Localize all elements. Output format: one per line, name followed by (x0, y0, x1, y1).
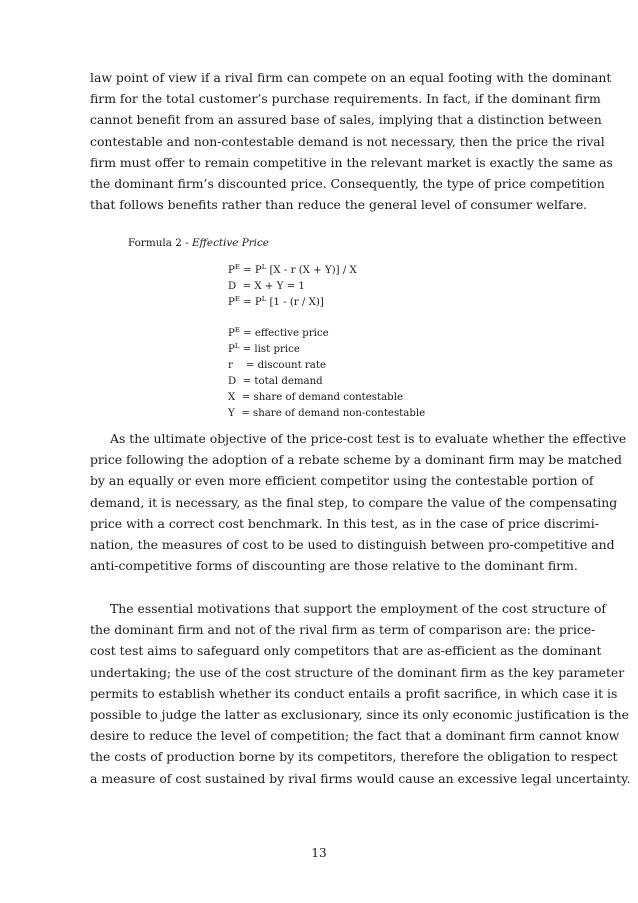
text-line: the dominant firm’s discounted price. Consequently, the type of price competition (90, 176, 605, 192)
legend-row (228, 390, 403, 403)
legend-symbol: D (228, 376, 237, 387)
eq-lhs: P (228, 265, 235, 276)
legend-symbol: X (228, 392, 236, 403)
equation-row (228, 279, 305, 292)
text-line: firm for the total customer’s purchase requirements. In fact, if the dominant firm (90, 91, 601, 107)
text-line: price following the adoption of a rebate scheme by a dominant firm may be matched (90, 452, 622, 468)
text-line: the costs of production borne by its competitors, therefore the obligation to respect (90, 749, 618, 765)
eq-rhs-sup: L (261, 263, 267, 271)
legend-definition: = list price (239, 344, 300, 355)
text-line: possible to judge the latter as exclusionary, since its only economic justification is the (90, 707, 629, 723)
legend-symbol-sup: L (234, 342, 240, 350)
legend-symbol: Y (228, 408, 235, 419)
legend-row (228, 326, 329, 339)
formula-title-prefix: Formula 2 - (128, 237, 192, 249)
legend-definition: = total demand (236, 376, 323, 387)
formula-title-name: Effective Price (191, 237, 269, 249)
legend-definition: = effective price (239, 328, 329, 339)
legend-definition: = discount rate (232, 360, 326, 371)
text-line: a measure of cost sustained by rival firms would cause an excessive legal uncertainty. (90, 770, 631, 786)
text-line: price with a correct cost benchmark. In this test, as in the case of price discrimi- (90, 515, 599, 531)
paragraph-3 (90, 598, 631, 789)
legend-row (228, 358, 326, 371)
paragraph-1 (90, 67, 613, 215)
equation-row (228, 295, 324, 308)
text-line: demand, it is necessary, as the final step, to compare the value of the compensating (90, 494, 618, 510)
text-line: undertaking; the use of the cost structure of the dominant firm as the key parameter (90, 664, 625, 680)
text-line: the dominant firm and not of the rival firm as term of comparison are: the price- (90, 622, 596, 638)
eq-rhs: [X - r (X + Y)] / X (266, 265, 357, 276)
legend-row (228, 374, 323, 387)
text-line: law point of view if a rival firm can compete on an equal footing with the dominant (90, 70, 612, 85)
legend-symbol: P (228, 344, 235, 355)
text-line: cost test aims to safeguard only competitors that are as-efficient as the dominant (90, 643, 602, 659)
text-line: permits to establish whether its conduct entails a profit sacrifice, in which case it is (90, 685, 618, 701)
legend-symbol-sup: E (234, 326, 240, 334)
text-line: The essential motivations that support the employment of the cost structure of (110, 601, 607, 616)
eq-lhs-sup: E (234, 295, 240, 303)
equation-row (228, 263, 357, 276)
text-line: firm must offer to remain competitive in the relevant market is exactly the same as (90, 154, 613, 170)
legend-definition: = share of demand non-contestable (234, 408, 426, 419)
eq-lhs: D (228, 281, 237, 292)
eq-rhs: [1 - (r / X)] (266, 297, 324, 308)
eq-rhs-pre: = P (239, 265, 262, 276)
legend-definition: = share of demand contestable (235, 392, 403, 403)
text-line: contestable and non-contestable demand is not necessary, then the price the rival (90, 133, 605, 149)
text-line: As the ultimate objective of the price-cost test is to evaluate whether the effective (110, 431, 627, 446)
legend-symbol: P (228, 328, 235, 339)
paragraph-2 (90, 428, 627, 576)
text-line: cannot benefit from an assured base of sales, implying that a distinction between (90, 112, 602, 128)
eq-lhs: P (228, 297, 235, 308)
text-line: by an equally or even more efficient competitor using the contestable portion of (90, 473, 594, 489)
legend-symbol: r (228, 360, 233, 371)
page-number: 13 (311, 846, 327, 860)
text-line: nation, the measures of cost to be used to distinguish between pro-competitive and (90, 537, 615, 553)
legend-row (228, 406, 425, 419)
eq-rhs-pre: = P (239, 297, 262, 308)
formula-title (128, 237, 269, 249)
eq-rhs-pre: = X + Y = 1 (236, 281, 305, 292)
text-line: desire to reduce the level of competition; the fact that a dominant firm cannot know (90, 728, 620, 744)
text-line: that follows benefits rather than reduce the general level of consumer welfare. (90, 197, 588, 213)
eq-lhs-sup: E (234, 263, 240, 271)
legend-row (228, 342, 300, 355)
text-line: anti-competitive forms of discounting are those relative to the dominant firm. (90, 558, 578, 574)
eq-rhs-sup: L (261, 295, 267, 303)
